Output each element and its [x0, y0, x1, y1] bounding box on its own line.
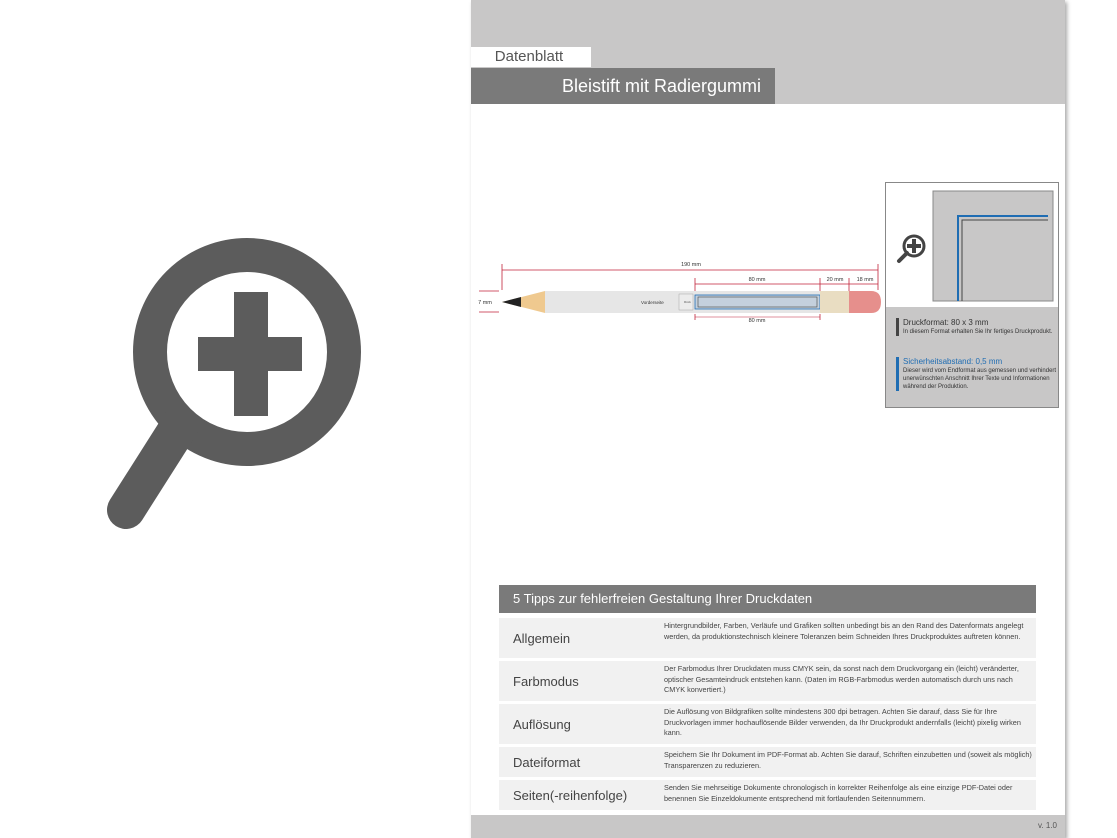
doc-label: Datenblatt — [471, 47, 591, 67]
tip-text: Senden Sie mehrseitige Dokumente chronologisch in korrekter Reihenfolge als eine einzige PDF-Datei oder benennen Sie Einzeldokumente entsprechend mit fortlaufenden Seitennummern. — [664, 783, 1013, 803]
dim-ferrule-label: 20 mm — [826, 277, 844, 283]
tip-text: Speichern Sie Ihr Dokument im PDF-Format ab. Achten Sie darauf, Schriften einzubetten und (soweit als möglich) Transparenzen zu reduzieren. — [664, 750, 1032, 770]
safety-distance-head: Sicherheitsabstand: 0,5 mm — [903, 357, 1003, 366]
dim-total-label: 190 mm — [681, 262, 701, 268]
tip-text: Die Auflösung von Bildgrafiken sollte mindestens 300 dpi betragen. Achten Sie darauf, dass Sie für Ihre Druckvorlagen immer hochauflösende Bilder verwenden, da Ihr Druckprodukt andernfalls (leicht) pixelig wirken kann. — [664, 707, 1021, 737]
datasheet-page — [471, 0, 1065, 838]
back-side-label: Rück — [684, 300, 691, 304]
tip-label: Auflösung — [513, 716, 571, 732]
pencil-drawing — [471, 250, 885, 340]
pencil-graphite — [502, 297, 521, 307]
tip-label: Farbmodus — [513, 673, 579, 689]
tip-row — [499, 618, 1036, 658]
tip-row — [499, 704, 1036, 744]
dim-eraser-label: 18 mm — [856, 277, 874, 283]
print-format-body: In diesem Format erhalten Sie Ihr fertiges Druckprodukt. — [903, 329, 1053, 335]
tip-row — [499, 661, 1036, 701]
tip-label: Dateiformat — [513, 754, 581, 770]
version-label: v. 1.0 — [1038, 821, 1057, 830]
tip-label: Seiten(-reihenfolge) — [513, 787, 628, 803]
safety-panel — [885, 182, 1059, 408]
print-format-head: Druckformat: 80 x 3 mm — [903, 318, 989, 327]
tip-row — [499, 780, 1036, 810]
tip-text: Hintergrundbilder, Farben, Verläufe und Grafiken sollten unbedingt bis an den Rand des Datenformats angelegt werden, da produktionstechnisch kleinere Toleranzen beim Schneiden Ihres Druckproduktes auftreten können. — [664, 621, 1024, 641]
print-format-info — [896, 318, 1059, 336]
safety-detail-view — [886, 183, 1058, 307]
front-side-label: Vorderseite — [641, 300, 664, 305]
tip-text: Der Farbmodus Ihrer Druckdaten muss CMYK sein, da sonst nach dem Druckvorgang ein (leicht) veränderter, optischer Gesamteindruck entstehen kann. (Daten im RGB-Farbmodus werden automatisch durch uns nach CMYK konvertiert.) — [664, 664, 1019, 694]
pencil-ferrule — [820, 291, 849, 313]
tip-label: Allgemein — [513, 630, 571, 646]
dim-diameter-label: 7 mm — [478, 300, 492, 306]
pencil-eraser — [849, 291, 881, 313]
dim-print-bottom-label: 80 mm — [748, 318, 766, 324]
dim-print-label: 80 mm — [748, 277, 766, 283]
safety-distance-info — [896, 357, 1059, 391]
tip-row — [499, 747, 1036, 777]
tips-header: 5 Tipps zur fehlerfreien Gestaltung Ihrer Druckdaten — [499, 585, 1036, 613]
zoom-in-icon[interactable] — [100, 210, 370, 550]
doc-title: Bleistift mit Radiergummi — [471, 68, 775, 104]
safety-distance-body: Dieser wird vom Endformat aus gemessen und verhindert unerwünschten Anschnitt Ihrer Texte und Informationen während der Produktion. — [903, 368, 1057, 390]
page-footer — [471, 815, 1065, 838]
